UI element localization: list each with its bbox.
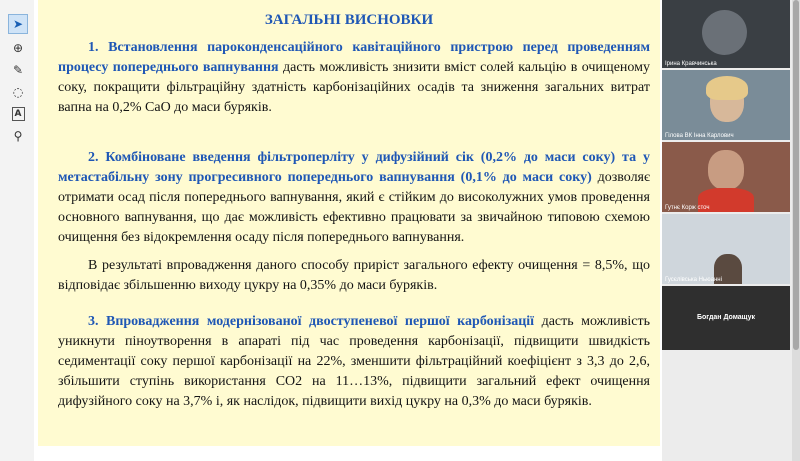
lasso-tool-button[interactable] — [8, 82, 28, 102]
lasso-icon: ◌ — [12, 85, 24, 99]
scrollbar-thumb[interactable] — [793, 0, 799, 350]
avatar — [708, 150, 744, 190]
conclusion-2-result-text: В результаті впровадження даного способу приріст загального ефекту очищення = 8,5%, що відповідає збільшенню виходу цукру на 0,35% до маси буряків. — [58, 258, 650, 293]
select-tool-button[interactable] — [8, 14, 28, 34]
conclusion-3 — [58, 312, 650, 412]
conclusion-2 — [58, 148, 650, 248]
conclusion-3-heading: 3. Впровадження модернізованої двоступеневої першої карбонізації — [88, 314, 535, 329]
conclusion-1 — [58, 38, 650, 118]
stamp-tool-button[interactable] — [8, 126, 28, 146]
participant-name: Гусєлівська Ньюанні — [665, 277, 722, 283]
zoom-tool-button[interactable] — [8, 38, 28, 58]
text-icon: A — [12, 107, 25, 121]
annotation-toolbar — [0, 0, 35, 461]
conclusion-2-body: дозволяє отримати осад після попереднього вапнування, який є стійким до високолужних умов проведення основного вапнування, що дає можливість ефективно працювати за звичайною типовою схемою очищення без відокремлення осаду після попереднього вапнування. — [58, 170, 650, 245]
participant-tile[interactable] — [662, 214, 790, 284]
slide-title: ЗАГАЛЬНІ ВИСНОВКИ — [264, 12, 434, 28]
participant-tile[interactable] — [662, 286, 790, 350]
participant-tile[interactable] — [662, 70, 790, 140]
pen-icon: ✎ — [12, 63, 24, 77]
participant-name: Гутнє Корж сточ — [665, 205, 710, 211]
cursor-arrow-icon: ➤ — [12, 17, 24, 31]
avatar — [702, 10, 747, 55]
pen-tool-button[interactable] — [8, 60, 28, 80]
participant-name: Богдан Домащук — [696, 314, 755, 321]
conclusion-3-body: дасть можливість уникнути піноутворення в апараті під час проведення карбонізації, підвищити швидкість седиментації соку першої карбонізації на 22%, зменшити фільтраційний коефіцієнт з 3,3 до 2,6, збільшити ступінь використання СО2 на 11…13%, підвищити загальний ефект очищення дифузійного соку на 3,7% і, як наслідок, підвищити вихід цукру на 0,3% до маси буряків. — [58, 314, 650, 409]
participant-name: Гілова ВК Інна Карлович — [665, 133, 734, 139]
zoom-icon: ⊕ — [12, 41, 24, 55]
avatar-hair — [706, 76, 748, 100]
participant-name: Ірина Кравчинська — [665, 61, 717, 67]
participant-tile[interactable] — [662, 0, 790, 68]
conclusion-2-heading: 2. Комбіноване введення фільтроперліту у дифузійний сік (0,2% до маси соку) та у метастабільну зону прогресивного попереднього вапнування (0,1% до маси соку) — [58, 150, 650, 185]
presentation-slide — [38, 0, 660, 446]
conclusion-1-heading: 1. Встановлення пароконденсаційного кавітаційного пристрою перед проведенням процесу попереднього вапнування — [58, 40, 650, 75]
conclusion-2-result — [58, 256, 650, 296]
conclusion-1-body: дасть можливість знизити вміст солей кальцію в очищеному соку, покращити фільтраційну здатність карбонізаційних осадів та зниження загальних витрат вапна на 0,2% СаО до маси буряків. — [58, 60, 650, 115]
participant-tile[interactable] — [662, 142, 790, 212]
stamp-icon: ⚲ — [13, 129, 23, 143]
text-tool-button[interactable] — [8, 104, 28, 124]
